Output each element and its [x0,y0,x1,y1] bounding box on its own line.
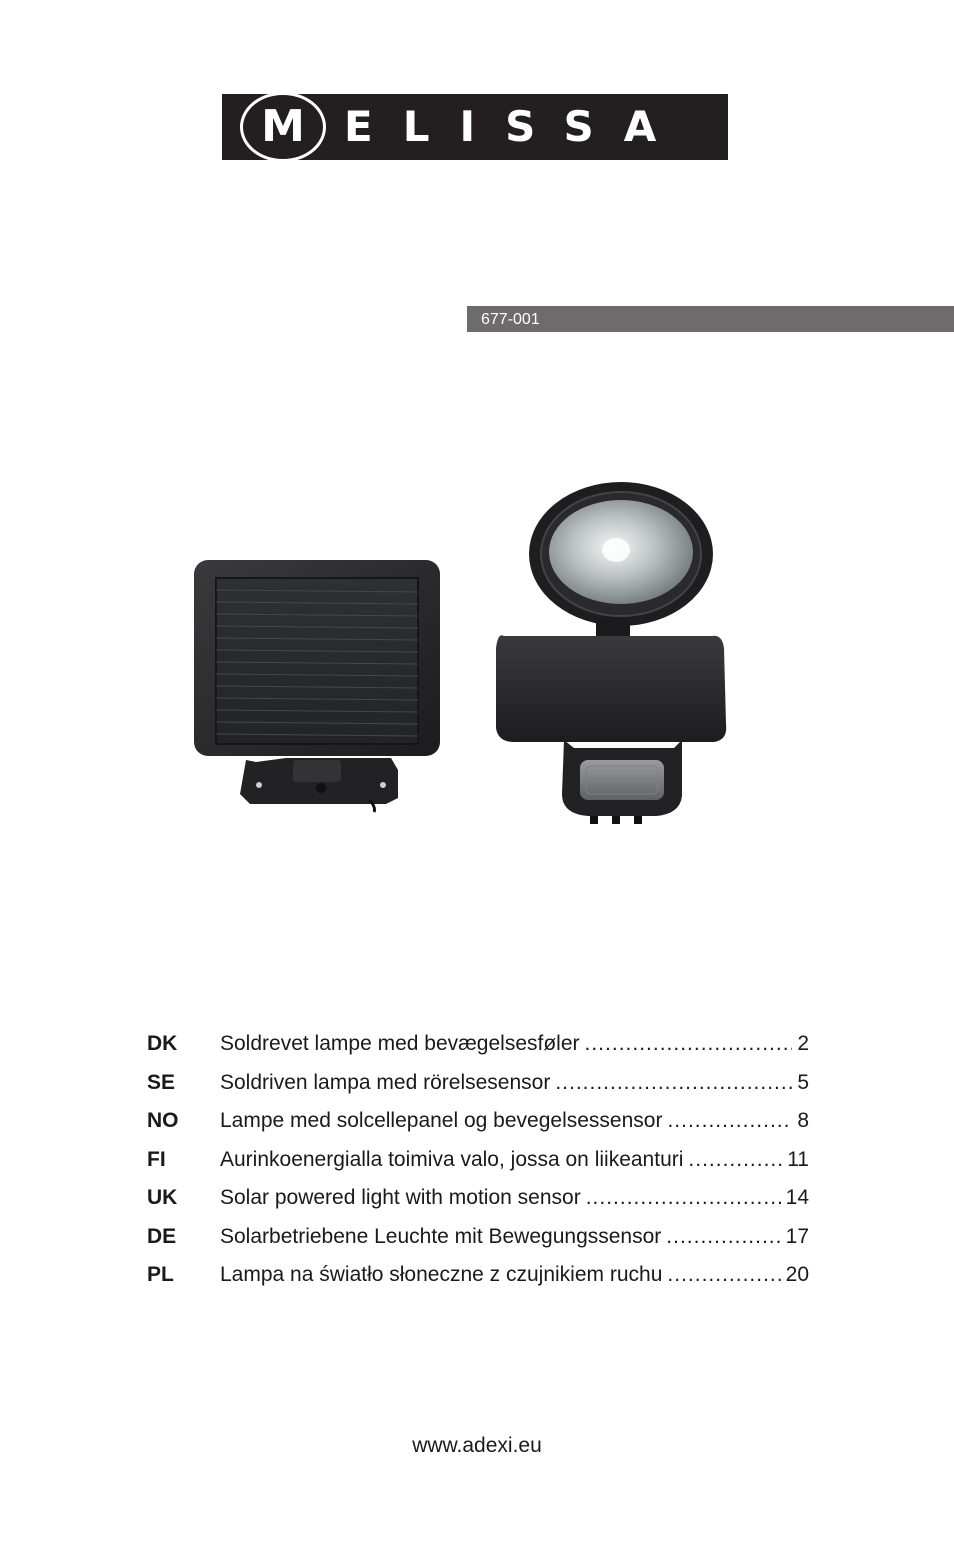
website-link[interactable]: www.adexi.eu [412,1434,542,1457]
toc-page-number: 5 [797,1070,809,1094]
lamp-image [496,482,726,824]
toc-leader-dots [585,1025,793,1063]
product-photo [186,478,746,830]
toc-language-code: DK [147,1032,178,1055]
toc-leader-dots [666,1218,780,1256]
toc-leader-dots [688,1141,782,1179]
toc-entry-pl[interactable] [147,1256,809,1295]
toc-language-code: UK [147,1186,178,1209]
model-number: 677-001 [481,311,540,328]
toc-page-number: 2 [797,1032,809,1055]
toc-page-number: 17 [785,1224,809,1248]
toc-title: Soldriven lampa med rörelsesensor [220,1070,551,1094]
toc-leader-dots [555,1064,792,1102]
toc-entry-de[interactable] [147,1218,809,1257]
solar-panel-image [194,560,440,812]
toc-entry-fi[interactable] [147,1141,809,1180]
toc-leader-dots [667,1256,780,1294]
toc-title: Aurinkoenergialla toimiva valo, jossa on liikeanturi [220,1147,684,1171]
brand-logo [222,94,728,160]
toc-language-code: FI [147,1147,166,1171]
toc-title: Lampa na światło słoneczne z czujnikiem ruchu [220,1263,663,1286]
toc-language-code: PL [147,1263,174,1286]
toc-title: Soldrevet lampe med bevægelsesføler [220,1032,580,1055]
toc-language-code: SE [147,1070,176,1094]
logo-wordmark: ELISSA [344,102,687,151]
toc-page-number: 8 [797,1109,809,1132]
toc-page-number: 14 [785,1186,809,1209]
toc-page-number: 20 [785,1263,809,1286]
toc-entry-se[interactable] [147,1064,809,1103]
table-of-contents [147,1025,809,1295]
toc-leader-dots [667,1102,792,1140]
toc-page-number: 11 [787,1147,809,1171]
model-number-bar [467,306,954,332]
toc-language-code: NO [147,1109,179,1132]
toc-title: Solar powered light with motion sensor [220,1186,581,1209]
logo-initial: M [261,101,305,152]
toc-entry-dk[interactable] [147,1025,809,1064]
toc-leader-dots [586,1179,781,1217]
toc-title: Lampe med solcellepanel og bevegelsessensor [220,1109,663,1132]
toc-entry-uk[interactable] [147,1179,809,1218]
toc-entry-no[interactable] [147,1102,809,1141]
toc-language-code: DE [147,1224,177,1248]
toc-title: Solarbetriebene Leuchte mit Bewegungssensor [220,1224,662,1248]
